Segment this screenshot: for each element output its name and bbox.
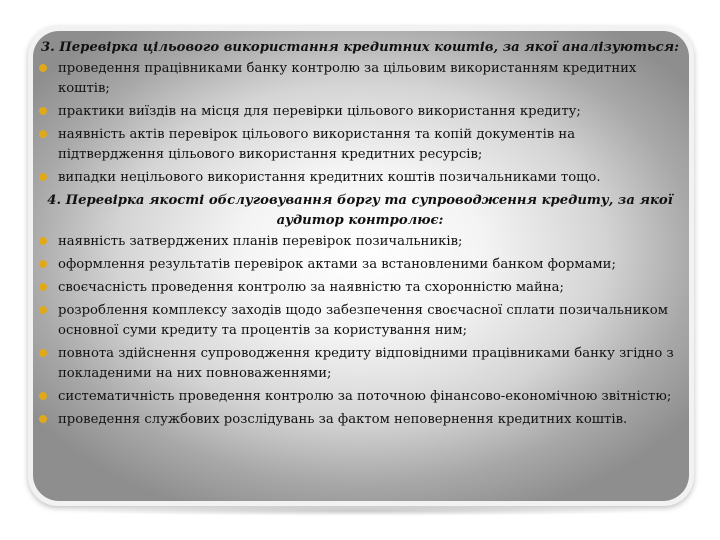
list-item-text: практики виїздів на місця для перевірки цільового використання кредиту;: [58, 104, 581, 119]
list-item: [36, 255, 684, 275]
bullet-icon: [39, 237, 47, 245]
bullet-icon: [39, 260, 47, 268]
list-item: [36, 344, 684, 384]
list-item-text: своєчасність проведення контролю за наявністю та схоронністю майна;: [58, 280, 564, 295]
list-item: [36, 410, 684, 430]
list-item: [36, 168, 684, 188]
list-item-text: проведення працівниками банку контролю за цільовим використанням кредитних коштів;: [58, 61, 637, 96]
section-4-list: [36, 232, 684, 430]
list-item: [36, 102, 684, 122]
list-item-text: розроблення комплексу заходів щодо забезпечення своєчасної сплати позичальником основної суми кредиту та процентів за користування ним;: [58, 303, 668, 338]
bullet-icon: [39, 130, 47, 138]
list-item-text: повнота здійснення супроводження кредиту відповідними працівниками банку згідно з покладеними на них повноваженнями;: [58, 346, 674, 381]
list-item-text: наявність затверджених планів перевірок позичальників;: [58, 234, 463, 249]
slide-content: [36, 38, 684, 433]
bullet-icon: [39, 64, 47, 72]
list-item-text: наявність актів перевірок цільового використання та копій документів на підтвердження цільового використання кредитних ресурсів;: [58, 127, 576, 162]
section-4-heading: 4. Перевірка якості обслуговування боргу та супроводження кредиту, за якої аудитор контролює:: [47, 193, 673, 228]
list-item: [36, 387, 684, 407]
bullet-icon: [39, 349, 47, 357]
bullet-icon: [39, 306, 47, 314]
section-3-list: [36, 59, 684, 188]
list-item-text: випадки нецільового використання кредитних коштів позичальниками тощо.: [58, 170, 601, 185]
section-3-heading: 3. Перевірка цільового використання кредитних коштів, за якої аналізуються:: [40, 40, 680, 55]
bullet-icon: [39, 392, 47, 400]
bullet-icon: [39, 415, 47, 423]
list-item: [36, 278, 684, 298]
slide-shadow: [60, 506, 660, 516]
list-item-text: проведення службових розслідувань за фактом неповернення кредитних коштів.: [58, 412, 628, 427]
list-item-text: оформлення результатів перевірок актами за встановленими банком формами;: [58, 257, 616, 272]
bullet-icon: [39, 107, 47, 115]
list-item-text: систематичність проведення контролю за поточною фінансово-економічною звітністю;: [58, 389, 672, 404]
bullet-icon: [39, 283, 47, 291]
list-item: [36, 59, 684, 99]
list-item: [36, 301, 684, 341]
list-item: [36, 125, 684, 165]
list-item: [36, 232, 684, 252]
bullet-icon: [39, 173, 47, 181]
